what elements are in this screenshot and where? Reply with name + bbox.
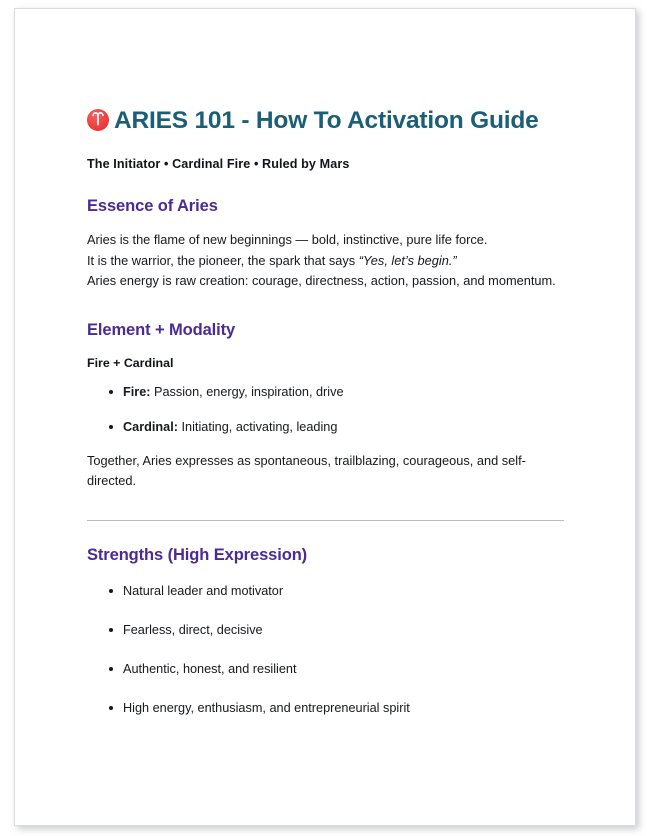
list-item: [123, 383, 565, 402]
paragraph-essence-quote: “Yes, let’s begin.”: [358, 252, 457, 268]
list-item: Natural leader and motivator: [123, 582, 565, 601]
section-divider: [87, 520, 564, 521]
list-item-term: Cardinal:: [123, 420, 178, 435]
document-subtitle: The Initiator • Cardinal Fire • Ruled by Mars: [87, 157, 350, 172]
element-modality-list: [87, 383, 565, 437]
paragraph-essence-line-2-pre: It is the warrior, the pioneer, the spark that says: [87, 252, 359, 268]
list-item-text: Passion, energy, inspiration, drive: [150, 384, 344, 399]
paragraph-essence-line-3: Aries energy is raw creation: courage, directness, action, passion, and momentum.: [87, 272, 556, 288]
list-item-text: Initiating, activating, leading: [178, 420, 338, 435]
heading-essence-of-aries: Essence of Aries: [87, 197, 218, 216]
list-item: High energy, enthusiasm, and entrepreneurial spirit: [123, 699, 565, 718]
aries-ram-icon: [87, 109, 109, 131]
sub-label-fire-cardinal: Fire + Cardinal: [87, 355, 174, 370]
list-item: Fearless, direct, decisive: [123, 621, 565, 640]
paragraph-essence-line-1: Aries is the flame of new beginnings — bold, instinctive, pure life force.: [87, 232, 488, 248]
paragraph-essence: [87, 230, 565, 291]
list-item: [123, 418, 565, 437]
heading-element-modality: Element + Modality: [87, 320, 236, 339]
heading-strengths: Strengths (High Expression): [87, 545, 308, 564]
list-item: Authentic, honest, and resilient: [123, 660, 565, 679]
document-content: [87, 105, 565, 718]
page-title-text: ARIES 101 - How To Activation Guide: [114, 107, 539, 134]
paragraph-element-closing: Together, Aries expresses as spontaneous, trailblazing, courageous, and self-directed.: [87, 453, 526, 489]
document-page: [14, 8, 636, 826]
page-title: [87, 105, 565, 137]
strengths-list: [87, 582, 565, 718]
list-item-term: Fire:: [123, 384, 151, 399]
